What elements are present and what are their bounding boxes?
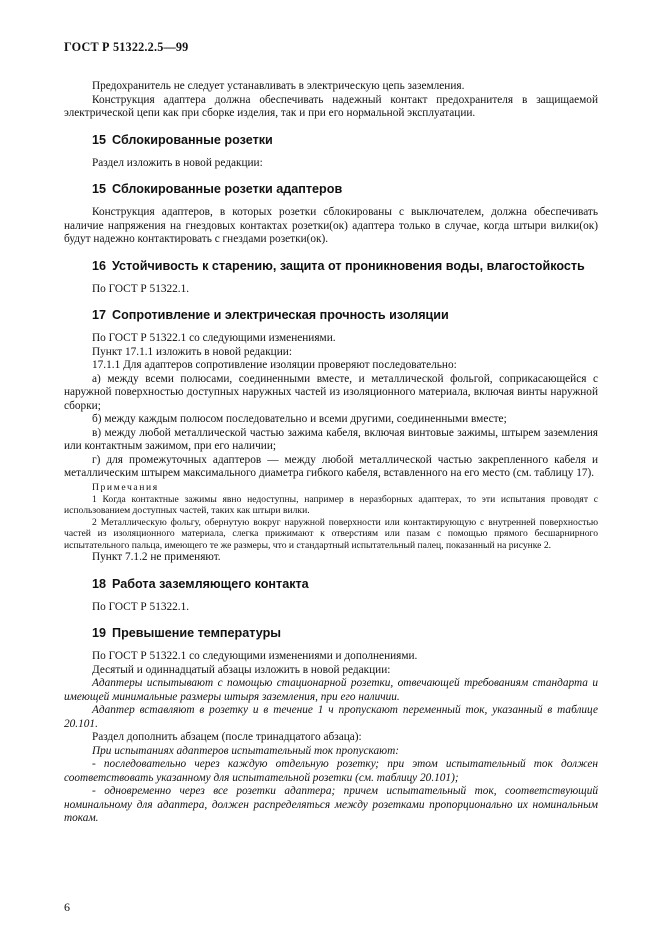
paragraph: Десятый и одиннадцатый абзацы изложить в новой редакции: <box>92 663 391 676</box>
page-number: 6 <box>64 900 70 914</box>
italic-paragraph: - одновременно через все розетки адаптера; причем испытательный ток, соответствующий номинальному для адаптера, должен распределяться между розетками пропорционально их номинальным токам. <box>64 785 598 825</box>
italic-paragraph: Адаптер вставляют в розетку и в течение 1 ч пропускают переменный ток, указанный в таблице 20.101. <box>64 704 598 730</box>
paragraph: По ГОСТ Р 51322.1 со следующими изменениями и дополнениями. <box>92 650 418 663</box>
notes-heading: Примечания <box>92 481 159 493</box>
paragraph: По ГОСТ Р 51322.1. <box>92 600 190 613</box>
paragraph: Раздел изложить в новой редакции: <box>92 156 263 169</box>
list-item: а) между всеми полюсами, соединенными вместе, и металлической фольгой, соприкасающейся с наружной поверхностью доступных наружных частей из изоляционного материала, включая винты наружной сборки; <box>64 372 598 412</box>
italic-paragraph: - последовательно через каждую отдельную розетку; при этом испытательный ток должен соответствовать указанному для испытательной розетки (см. таблицу 20.101); <box>64 758 598 784</box>
section-heading-19: 19 Превышение температуры <box>92 626 282 641</box>
paragraph: Конструкция адаптера должна обеспечивать надежный контакт предохранителя в защищаемой электрической цепи как при сборке изделия, так и при его нормальной эксплуатации. <box>64 93 598 119</box>
list-item: г) для промежуточных адаптеров — между любой металлической частью закрепленного кабеля и металлическим штырем максимального диаметра гибкого кабеля, вставленного на его место (см. таблицу 17). <box>64 453 598 479</box>
paragraph: 17.1.1 Для адаптеров сопротивление изоляции проверяют последовательно: <box>92 359 457 371</box>
paragraph: Пункт 17.1.1 изложить в новой редакции: <box>92 345 292 358</box>
list-item: в) между любой металлической частью зажима кабеля, включая винтовые зажимы, штырем заземления или контактным зажимом, при его наличии; <box>64 426 598 452</box>
italic-paragraph: Адаптеры испытывают с помощью стационарной розетки, отвечающей требованиям стандарта и имеющей минимальные размеры штыря заземления, при его наличии. <box>64 677 598 703</box>
section-heading-18: 18 Работа заземляющего контакта <box>92 576 309 591</box>
paragraph: Раздел дополнить абзацем (после тринадцатого абзаца): <box>92 731 362 744</box>
italic-paragraph: При испытаниях адаптеров испытательный ток пропускают: <box>92 744 400 757</box>
standard-code-header: ГОСТ Р 51322.2.5—99 <box>64 40 189 54</box>
section-heading-17: 17 Сопротивление и электрическая прочность изоляции <box>92 308 449 322</box>
note: 1 Когда контактные зажимы явно недоступны, например в неразборных адаптерах, то эти испытания проводят с использованием доступных частей, таких как штыри вилки. <box>64 493 598 517</box>
section-heading-15b: 15 Сблокированные розетки адаптеров <box>92 182 343 196</box>
paragraph: По ГОСТ Р 51322.1. <box>92 282 190 295</box>
paragraph: Пункт 7.1.2 не применяют. <box>92 551 221 564</box>
paragraph: Предохранитель не следует устанавливать в электрическую цепь заземления. <box>92 80 465 92</box>
list-item: б) между каждым полюсом последовательно и всеми другими, соединенными вместе; <box>92 413 507 425</box>
paragraph: Конструкция адаптеров, в которых розетки сблокированы с выключателем, должна обеспечивать наличие напряжения на гнездовых контактах розетки(ок) адаптера только в случае, когда штыри вилки(ок) будут надежно контактировать с гнездами розетки(ок). <box>64 206 598 245</box>
section-heading-15a: 15 Сблокированные розетки <box>92 132 273 147</box>
section-heading-16: 16 Устойчивость к старению, защита от проникновения воды, влагостойкость <box>92 258 585 273</box>
note: 2 Металлическую фольгу, обернутую вокруг наружной поверхности или контактирующую с внутренней поверхностью частей из изоляционного материала, слегка прижимают к отверстиям или пазам с помощью прямого бесшарнирного испытательного пальца, имеющего те же размеры, что и стандартный испытательный палец, показанный на рисунке 2. <box>64 516 598 551</box>
document-page <box>64 40 598 826</box>
paragraph: По ГОСТ Р 51322.1 со следующими изменениями. <box>92 332 336 344</box>
